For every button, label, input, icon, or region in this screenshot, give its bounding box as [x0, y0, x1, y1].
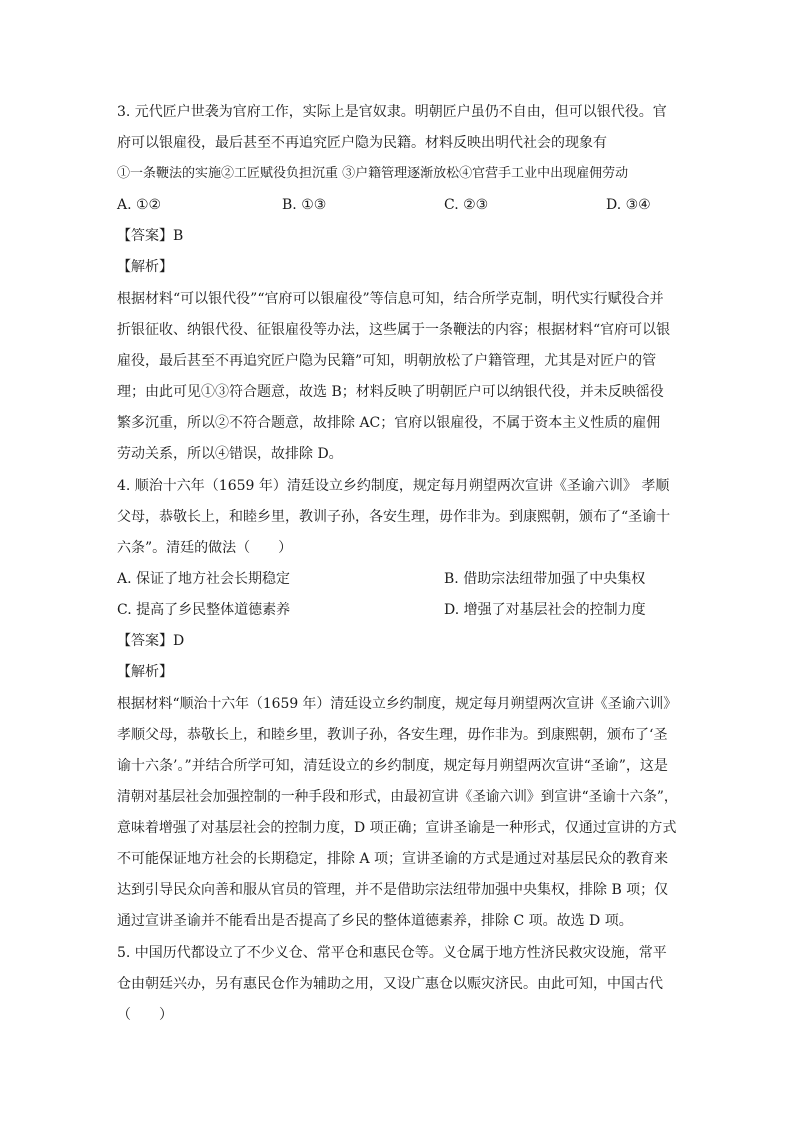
q3-analysis-line-3: 雇役，最后甚至不再追究匠户隐为民籍”可知，明朝放松了户籍管理，尤其是对匠户的管: [117, 353, 657, 369]
q4-analysis-line-6: 不可能保证地方社会的长期稳定，排除 A 项；宣讲圣谕的方式是通过对基层民众的教育来: [117, 851, 669, 867]
q4-analysis-title: 【解析】: [117, 664, 173, 680]
q3-answer: 【答案】B: [117, 228, 184, 244]
q5-stem-line-1: 5. 中国历代都设立了不少义仓、常平仓和惠民仓等。义仓属于地方性济民救灾设施，常平: [117, 945, 667, 961]
q4-option-c: C. 提高了乡民整体道德素养: [117, 602, 291, 618]
q4-option-d: D. 增强了对基层社会的控制力度: [444, 602, 646, 618]
q3-analysis-line-4: 理；由此可见①③符合题意，故选 B；材料反映了明朝匠户可以纳银代役，并未反映徭役: [117, 384, 664, 400]
q4-analysis-line-3: 谕十六条’。”并结合所学可知，清廷设立的乡约制度，规定每月朔望两次宣讲“圣谕”，这是: [117, 758, 668, 774]
q4-analysis-line-2: 孝顺父母，恭敬长上，和睦乡里，教训子孙，各安生理，毋作非为。到康熙朝，颁布了‘圣: [117, 727, 668, 743]
q4-analysis-line-8: 通过宣讲圣谕并不能看出是否提高了乡民的整体道德素养，排除 C 项。故选 D 项。: [117, 913, 633, 929]
q3-option-b: B. ①③: [282, 197, 327, 213]
q3-option-d: D. ③④: [606, 197, 651, 213]
q4-option-a: A. 保证了地方社会长期稳定: [117, 571, 291, 587]
q4-answer: 【答案】D: [117, 633, 185, 649]
q4-analysis-line-5: 意味着增强了对基层社会的控制力度，D 项正确；宣讲圣谕是一种形式，仅通过宣讲的方式: [117, 820, 677, 836]
q3-analysis-line-6: 劳动关系，所以④错误，故排除 D。: [117, 446, 343, 462]
q4-stem-line-2: 父母，恭敬长上，和睦乡里，教训子孙，各安生理，毋作非为。到康熙朝，颁布了“圣谕十: [117, 509, 671, 525]
q4-analysis-line-1: 根据材料“顺治十六年（1659 年）清廷设立乡约制度，规定每月朔望两次宣讲《圣谕六训》: [117, 696, 678, 712]
q4-analysis-line-4: 清朝对基层社会加强控制的一种手段和形式，由最初宣讲《圣谕六训》到宣讲“圣谕十六条”，: [117, 789, 678, 805]
q3-analysis-line-1: 根据材料“可以银代役”“官府可以银雇役”等信息可知，结合所学克制，明代实行赋役合并: [117, 291, 664, 307]
q4-analysis-line-7: 达到引导民众向善和服从官员的管理，并不是借助宗法纽带加强中央集权，排除 B 项；仅: [117, 882, 669, 898]
q3-analysis-line-5: 繁多沉重，所以②不符合题意，故排除 AC；官府以银雇役，不属于资本主义性质的雇佣: [117, 415, 661, 431]
q5-stem-line-3: （ ）: [117, 1007, 173, 1023]
q4-option-b: B. 借助宗法纽带加强了中央集权: [444, 571, 646, 587]
q3-option-c: C. ②③: [444, 197, 489, 213]
q4-stem-line-1: 4. 顺治十六年（1659 年）清廷设立乡约制度，规定每月朔望两次宣讲《圣谕六训》 孝顺: [117, 478, 670, 494]
q3-stem-line-3: ①一条鞭法的实施②工匠赋役负担沉重 ③户籍管理逐渐放松④官营手工业中出现雇佣劳动: [117, 166, 629, 181]
q4-stem-line-3: 六条”。清廷的做法（ ）: [117, 540, 293, 556]
q3-option-a: A. ①②: [117, 197, 162, 213]
q5-stem-line-2: 仓由朝廷兴办，另有惠民仓作为辅助之用，又设广惠仓以赈灾济民。由此可知，中国古代: [117, 976, 663, 992]
q3-stem-line-2: 府可以银雇役，最后甚至不再追究匠户隐为民籍。材料反映出明代社会的现象有: [117, 135, 607, 151]
q3-stem-line-1: 3. 元代匠户世袭为官府工作，实际上是官奴隶。明朝匠户虽仍不自由，但可以银代役。官: [117, 104, 667, 120]
q3-analysis-line-2: 折银征收、纳银代役、征银雇役等办法，这些属于一条鞭法的内容；根据材料“官府可以银: [117, 322, 671, 338]
q3-analysis-title: 【解析】: [117, 259, 173, 275]
